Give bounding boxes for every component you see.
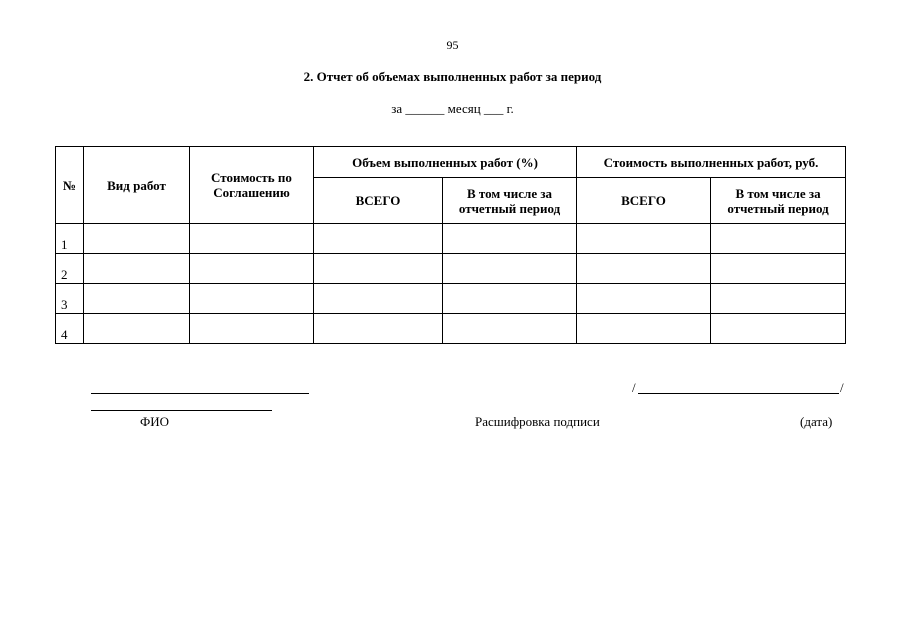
- header-cost-period: В том числе за отчетный период: [711, 178, 846, 224]
- cell-cost-agreement: [190, 224, 314, 254]
- caption-signature: Расшифровка подписи: [475, 414, 600, 429]
- page-number: 95: [446, 38, 459, 52]
- table-row: [56, 224, 846, 254]
- header-cost-agreement: Стоимость по Соглашению: [190, 147, 314, 224]
- cell-volume-total: [314, 284, 443, 314]
- work-volume-table: [55, 146, 846, 344]
- cell-cost-total: [577, 254, 711, 284]
- cell-volume-total: [314, 254, 443, 284]
- header-cost-total: ВСЕГО: [577, 178, 711, 224]
- table-row: [56, 314, 846, 344]
- header-cost-group: Стоимость выполненных работ, руб.: [577, 147, 846, 178]
- header-volume-group: Объем выполненных работ (%): [314, 147, 577, 178]
- header-work-type: Вид работ: [84, 147, 190, 224]
- cell-volume-total: [314, 314, 443, 344]
- signature-line-left: [91, 393, 309, 394]
- cell-volume-period: [443, 314, 577, 344]
- cell-work-type: [84, 224, 190, 254]
- cell-volume-total: [314, 224, 443, 254]
- report-period-line: за ______ месяц ___ г.: [391, 101, 514, 116]
- signature-line-right: [638, 393, 839, 394]
- cell-volume-period: [443, 224, 577, 254]
- row-number: 2: [56, 254, 84, 284]
- table-row: [56, 284, 846, 314]
- signature-slash-left: /: [632, 380, 636, 395]
- cell-cost-period: [711, 284, 846, 314]
- cell-cost-period: [711, 254, 846, 284]
- cell-work-type: [84, 284, 190, 314]
- caption-date: (дата): [800, 414, 833, 429]
- row-number: 3: [56, 284, 84, 314]
- header-volume-period: В том числе за отчетный период: [443, 178, 577, 224]
- signature-slash-right: /: [840, 380, 844, 395]
- cell-volume-period: [443, 254, 577, 284]
- row-number: 1: [56, 224, 84, 254]
- cell-cost-total: [577, 224, 711, 254]
- cell-cost-period: [711, 314, 846, 344]
- cell-cost-agreement: [190, 284, 314, 314]
- row-number: 4: [56, 314, 84, 344]
- cell-cost-agreement: [190, 254, 314, 284]
- caption-name: ФИО: [140, 414, 170, 429]
- cell-work-type: [84, 314, 190, 344]
- header-num: №: [56, 147, 84, 224]
- header-volume-total: ВСЕГО: [314, 178, 443, 224]
- cell-cost-total: [577, 314, 711, 344]
- cell-cost-period: [711, 224, 846, 254]
- cell-volume-period: [443, 284, 577, 314]
- table-row: [56, 254, 846, 284]
- cell-work-type: [84, 254, 190, 284]
- cell-cost-agreement: [190, 314, 314, 344]
- signature-line-left-lower: [91, 410, 272, 411]
- report-title: 2. Отчет об объемах выполненных работ за период: [303, 69, 602, 84]
- cell-cost-total: [577, 284, 711, 314]
